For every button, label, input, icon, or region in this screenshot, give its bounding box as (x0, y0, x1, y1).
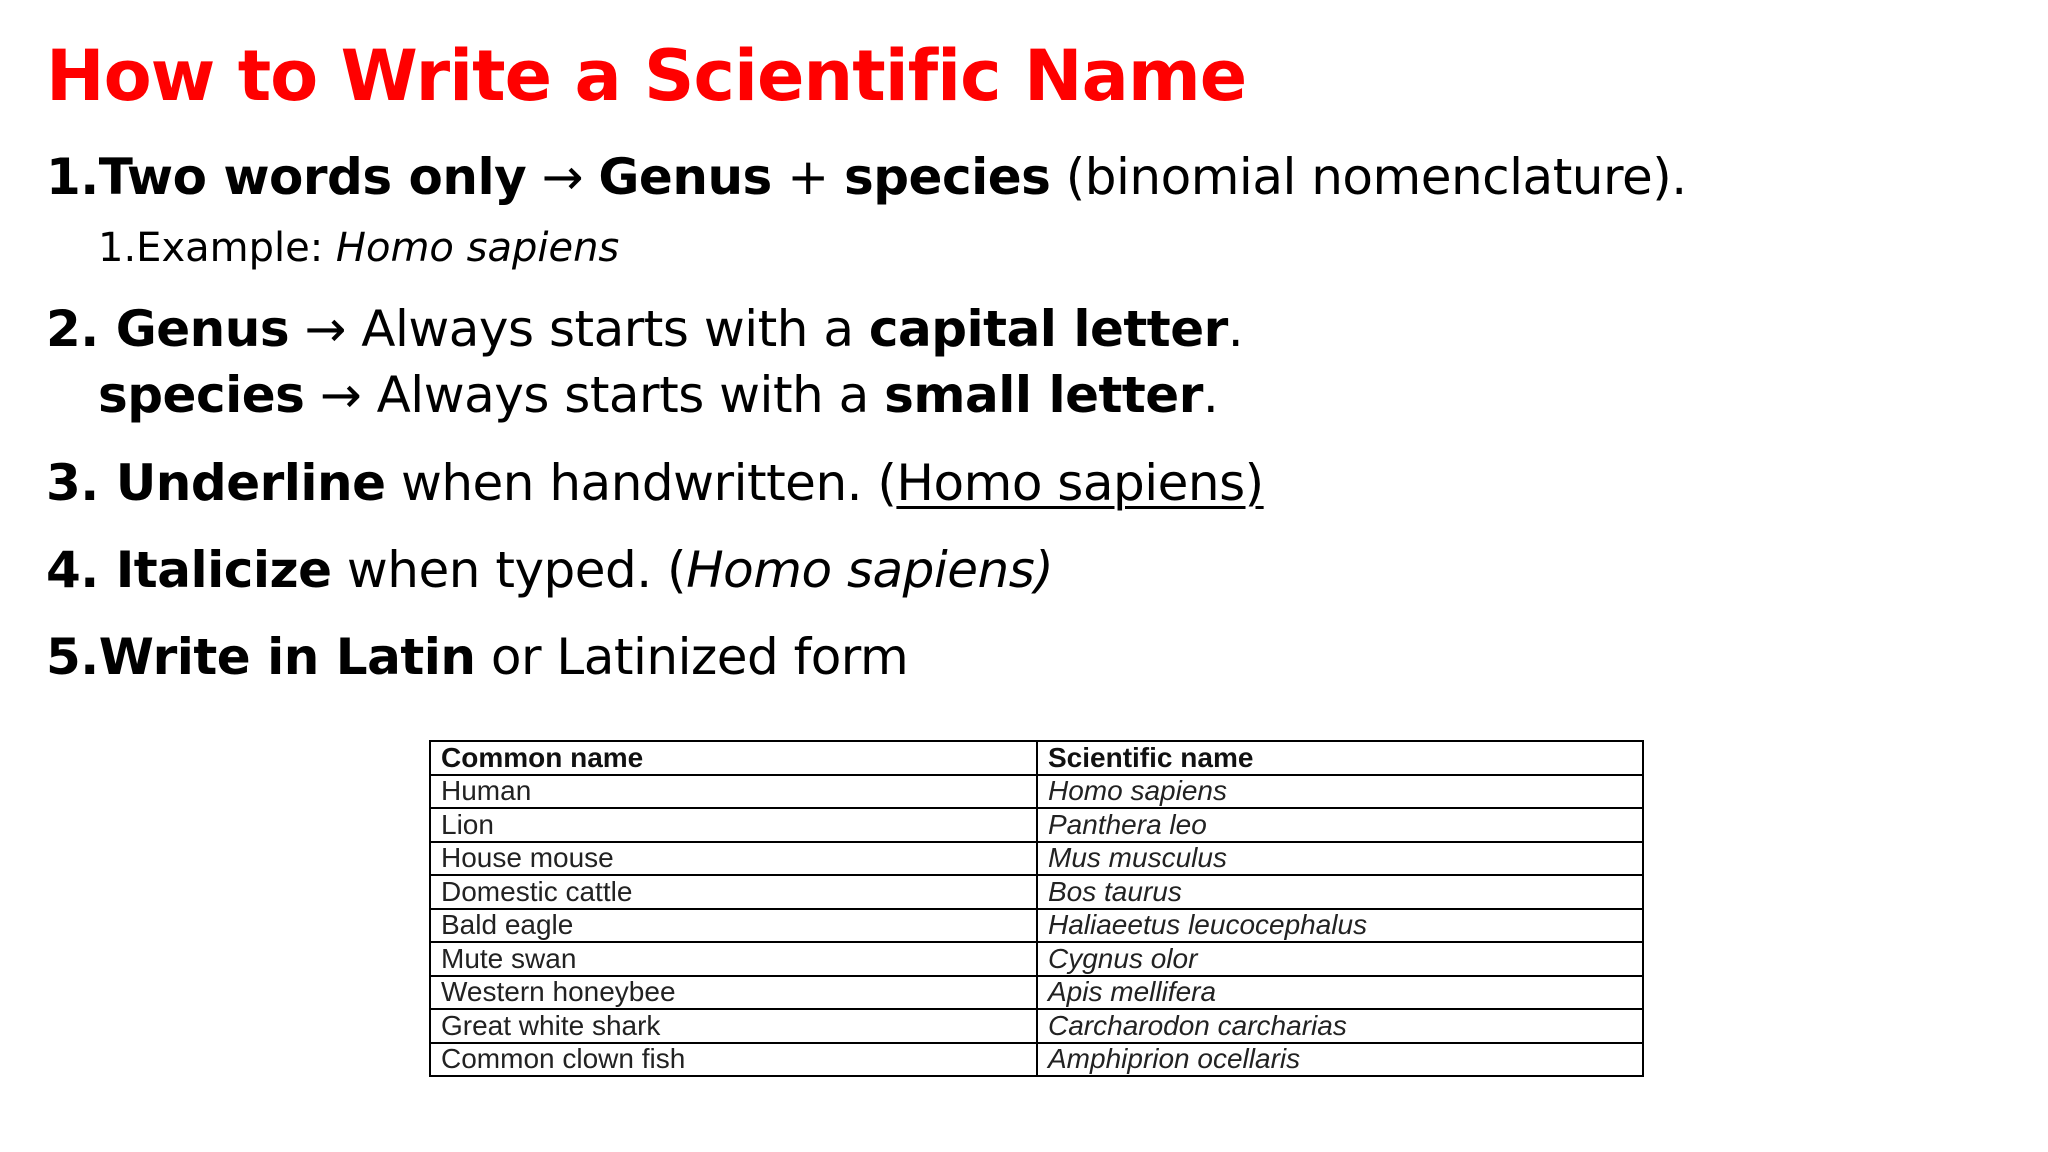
rule-3-text: when handwritten. ( (385, 454, 897, 512)
common-name-cell: Common clown fish (430, 1043, 1037, 1077)
rule-1 (46, 144, 1687, 210)
rule-4-example: Homo sapiens) (686, 541, 1054, 599)
scientific-name-cell: Amphiprion ocellaris (1037, 1043, 1643, 1077)
rule-5 (46, 624, 908, 690)
scientific-name-cell: Panthera leo (1037, 808, 1643, 842)
rule-1-plus: + (771, 148, 844, 206)
rule-1-example-label: Example: (136, 225, 336, 271)
table-row (430, 842, 1643, 876)
table-row (430, 808, 1643, 842)
header-scientific-name: Scientific name (1037, 741, 1643, 775)
table-row (430, 1043, 1643, 1077)
rule-4 (46, 537, 1053, 603)
rule-2 (46, 296, 1243, 362)
rule-1-rest: (binomial nomenclature). (1050, 148, 1687, 206)
scientific-name-cell: Cygnus olor (1037, 942, 1643, 976)
table-header-row (430, 741, 1643, 775)
rule-1-number: 1. (46, 148, 99, 206)
rule-1-example (98, 222, 619, 274)
scientific-name-cell: Carcharodon carcharias (1037, 1009, 1643, 1043)
rule-1-species: species (843, 148, 1051, 206)
rule-2-end: . (1227, 300, 1244, 358)
rule-1-example-name: Homo sapiens (335, 225, 620, 271)
rule-3-keyword: Underline (115, 454, 386, 512)
rule-2-species-keyword: species (98, 366, 305, 424)
table-row (430, 875, 1643, 909)
rule-5-keyword: Write in Latin (98, 628, 476, 686)
common-name-cell: House mouse (430, 842, 1037, 876)
rule-5-text: or Latinized form (475, 628, 909, 686)
scientific-name-cell: Mus musculus (1037, 842, 1643, 876)
common-name-cell: Bald eagle (430, 909, 1037, 943)
scientific-name-cell: Bos taurus (1037, 875, 1643, 909)
table-row (430, 775, 1643, 809)
rule-2-species (98, 362, 1218, 428)
rule-2-species-end: . (1202, 366, 1219, 424)
rule-3-example: Homo sapiens) (896, 454, 1264, 512)
rule-4-keyword: Italicize (115, 541, 332, 599)
rule-2-species-text: → Always starts with a (304, 366, 885, 424)
examples-table-wrapper (429, 740, 1644, 1077)
common-name-cell: Human (430, 775, 1037, 809)
rule-1-keyword: Two words only (98, 148, 527, 206)
scientific-name-cell: Haliaeetus leucocephalus (1037, 909, 1643, 943)
common-name-cell: Lion (430, 808, 1037, 842)
common-name-cell: Domestic cattle (430, 875, 1037, 909)
rule-1-example-number: 1. (98, 225, 137, 271)
rule-1-genus: Genus (598, 148, 772, 206)
scientific-name-cell: Homo sapiens (1037, 775, 1643, 809)
rule-3 (46, 450, 1264, 516)
rule-2-number: 2. (46, 300, 116, 358)
header-common-name: Common name (430, 741, 1037, 775)
scientific-name-cell: Apis mellifera (1037, 976, 1643, 1010)
rule-3-number: 3. (46, 454, 116, 512)
examples-table (429, 740, 1644, 1077)
rule-1-arrow: → (526, 148, 599, 206)
rule-4-text: when typed. ( (331, 541, 687, 599)
table-row (430, 942, 1643, 976)
table-row (430, 976, 1643, 1010)
table-row (430, 909, 1643, 943)
rule-4-number: 4. (46, 541, 116, 599)
rule-2-species-emphasis: small letter (884, 366, 1203, 424)
rule-2-keyword: Genus (115, 300, 290, 358)
rule-2-text: → Always starts with a (289, 300, 869, 358)
slide-title: How to Write a Scientific Name (46, 35, 1247, 117)
table-row (430, 1009, 1643, 1043)
rule-5-number: 5. (46, 628, 99, 686)
rule-2-emphasis: capital letter (868, 300, 1228, 358)
common-name-cell: Great white shark (430, 1009, 1037, 1043)
table-body (430, 775, 1643, 1077)
common-name-cell: Western honeybee (430, 976, 1037, 1010)
common-name-cell: Mute swan (430, 942, 1037, 976)
